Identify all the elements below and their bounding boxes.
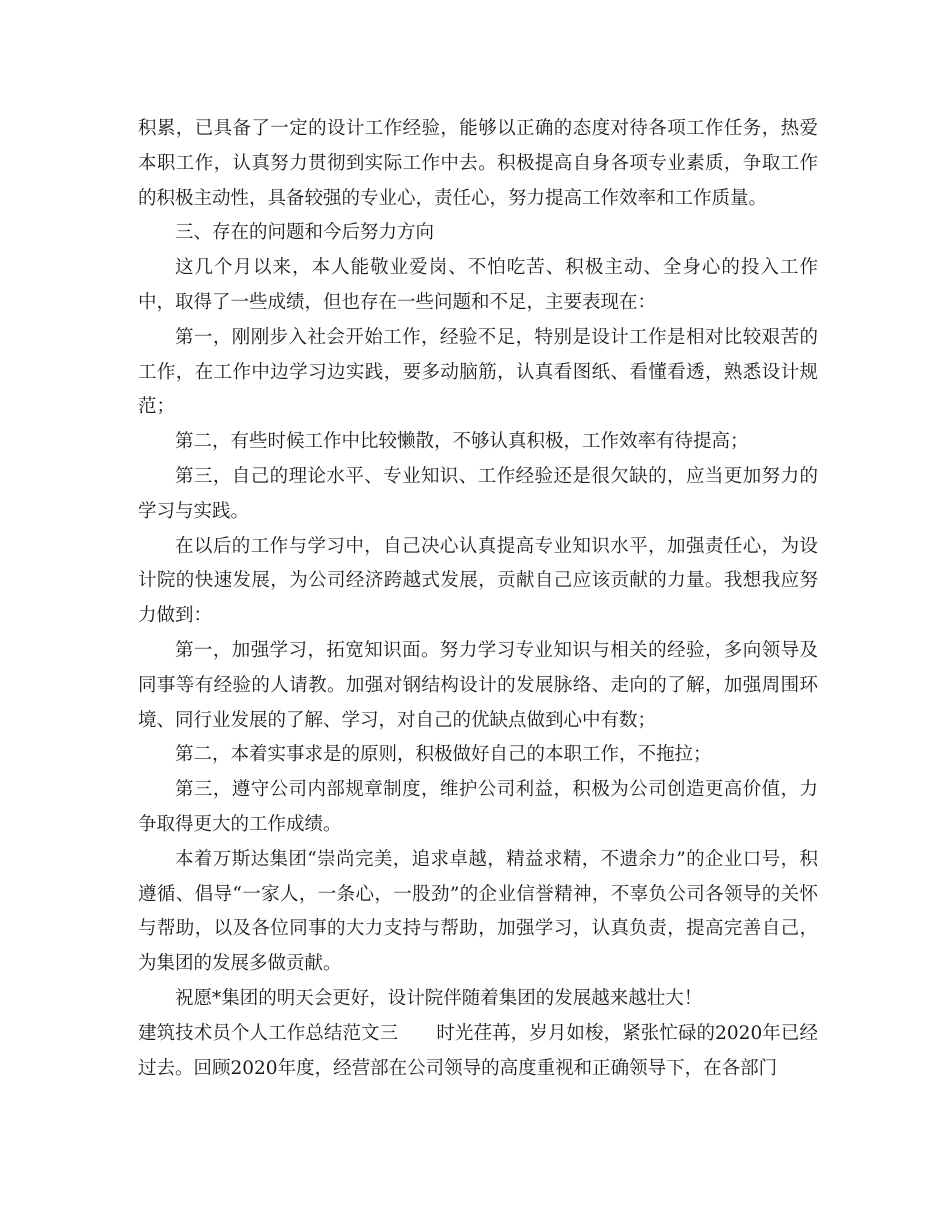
paragraph-3: 第一，刚刚步入社会开始工作，经验不足，特别是设计工作是相对比较艰苦的工作，在工作中边学习边实践，要多动脑筋，认真看图纸、看懂看透，熟悉设计规范； <box>138 326 818 418</box>
final-paragraph <box>138 1017 818 1087</box>
document-body <box>138 112 818 1086</box>
paragraph-10: 本着万斯达集团“崇尚完美，追求卓越，精益求精，不遗余力”的企业口号，积遵循、倡导“一家人，一条心，一股劲”的企业信誉精神，不辜负公司各领导的关怀与帮助，以及各位同事的大力支持与帮助，加强学习，认真负责，提高完善自己，为集团的发展多做贡献。 <box>138 848 818 975</box>
paragraph-1: 积累，已具备了一定的设计工作经验，能够以正确的态度对待各项工作任务，热爱本职工作，认真努力贯彻到实际工作中去。积极提高自身各项专业素质，争取工作的积极主动性，具备较强的专业心，责任心，努力提高工作效率和工作质量。 <box>138 118 818 209</box>
paragraph-4: 第二，有些时候工作中比较懒散，不够认真积极，工作效率有待提高； <box>175 431 749 453</box>
paragraph-9: 第三，遵守公司内部规章制度，维护公司利益，积极为公司创造更高价值，力争取得更大的工作成绩。 <box>138 779 818 835</box>
paragraph-7: 第一，加强学习，拓宽知识面。努力学习专业知识与相关的经验，多向领导及同事等有经验的人请教。加强对钢结构设计的发展脉络、走向的了解，加强周围环境、同行业发展的了解、学习，对自己的优缺点做到心中有数； <box>138 639 818 731</box>
final-heading: 建筑技术员个人工作总结范文三 <box>138 1022 399 1044</box>
final-text: 时光荏苒，岁月如梭，紧张忙碌的2020年已经过去。回顾2020年度，经营部在公司领导的高度重视和正确领导下，在各部门 <box>138 1022 818 1079</box>
paragraph-8: 第二，本着实事求是的原则，积极做好自己的本职工作，不拖拉； <box>175 744 712 766</box>
paragraph-6: 在以后的工作与学习中，自己决心认真提高专业知识水平，加强责任心，为设计院的快速发展，为公司经济跨越式发展，贡献自己应该贡献的力量。我想我应努力做到： <box>138 535 818 627</box>
section-heading: 三、存在的问题和今后努力方向 <box>175 222 435 244</box>
paragraph-11: 祝愿*集团的明天会更好，设计院伴随着集团的发展越来越壮大！ <box>175 987 703 1009</box>
paragraph-2: 这几个月以来，本人能敬业爱岗、不怕吃苦、积极主动、全身心的投入工作中，取得了一些成绩，但也存在一些问题和不足，主要表现在： <box>138 257 818 313</box>
paragraph-5: 第三，自己的理论水平、专业知识、工作经验还是很欠缺的，应当更加努力的学习与实践。 <box>138 465 818 522</box>
